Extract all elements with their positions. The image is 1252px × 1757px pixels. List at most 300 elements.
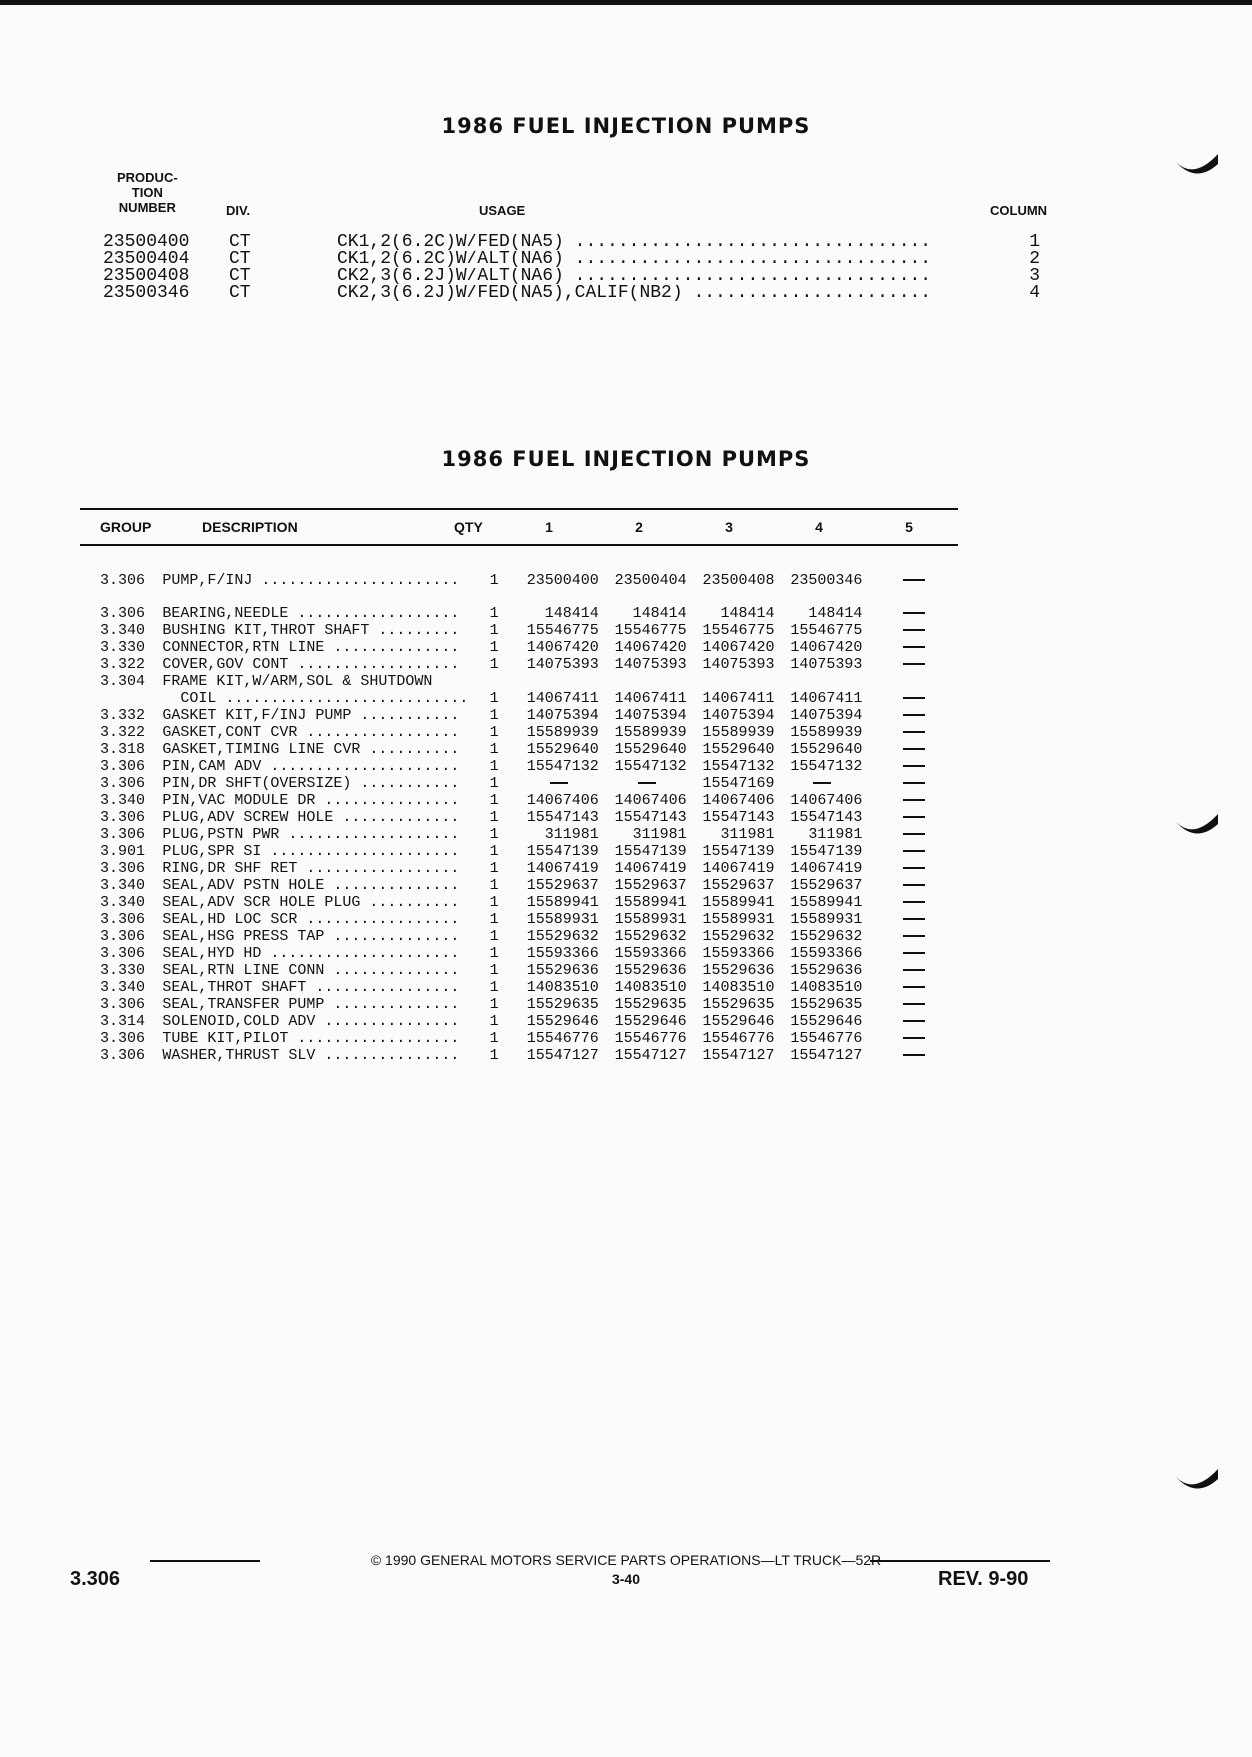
parts-table bbox=[80, 508, 958, 1064]
part-number-cell: 15529636 bbox=[526, 962, 599, 979]
part-number-cell: 15546776 bbox=[702, 1030, 775, 1047]
part-number-cell: 311981 bbox=[808, 826, 863, 843]
part-number-cell bbox=[695, 673, 783, 690]
qty-cell: 1 bbox=[489, 894, 499, 911]
part-number-cell bbox=[782, 775, 870, 792]
not-applicable-dash bbox=[903, 765, 925, 767]
not-applicable-dash bbox=[903, 1037, 925, 1039]
column-5-cell bbox=[870, 996, 958, 1013]
part-number-cell: 14067420 bbox=[614, 639, 687, 656]
column-5-cell bbox=[870, 572, 958, 589]
column-5-cell bbox=[870, 877, 958, 894]
not-applicable-dash bbox=[903, 952, 925, 954]
group-cell: 3.314 bbox=[100, 1013, 146, 1030]
qty-cell: 1 bbox=[489, 792, 499, 809]
part-number-cell: 311981 bbox=[632, 826, 687, 843]
column-5-cell bbox=[870, 962, 958, 979]
not-applicable-dash bbox=[903, 782, 925, 784]
part-number-cell bbox=[519, 775, 607, 792]
part-number-cell: 15529635 bbox=[790, 996, 863, 1013]
part-number-cell: 15589931 bbox=[702, 911, 775, 928]
part-number-cell: 15589931 bbox=[526, 911, 599, 928]
not-applicable-dash bbox=[903, 663, 925, 665]
group-cell: 3.318 bbox=[100, 741, 146, 758]
description-cell: PIN,DR SHFT(OVERSIZE) ........... bbox=[162, 775, 460, 792]
not-applicable-dash bbox=[903, 986, 925, 988]
table-row bbox=[80, 639, 958, 656]
part-number-cell: 311981 bbox=[720, 826, 775, 843]
qty-cell bbox=[490, 673, 519, 690]
table-row bbox=[80, 572, 958, 589]
qty-cell: 1 bbox=[489, 656, 499, 673]
not-applicable-dash bbox=[903, 731, 925, 733]
part-number-cell: 14075394 bbox=[790, 707, 863, 724]
group-cell: 3.306 bbox=[100, 605, 146, 622]
table-row bbox=[80, 656, 958, 673]
part-number-cell: 148414 bbox=[544, 605, 599, 622]
part-number-cell: 14075394 bbox=[526, 707, 599, 724]
part-number-cell: 14067419 bbox=[790, 860, 863, 877]
table-row bbox=[80, 843, 958, 860]
part-number-cell: 15546775 bbox=[702, 622, 775, 639]
qty-cell: 1 bbox=[489, 1030, 499, 1047]
col-header-2: 2 bbox=[635, 519, 643, 535]
part-number-cell: 15547139 bbox=[614, 843, 687, 860]
description-cell: PLUG,ADV SCREW HOLE ............. bbox=[162, 809, 460, 826]
group-cell: 3.306 bbox=[100, 928, 146, 945]
group-cell: 3.306 bbox=[100, 911, 146, 928]
production-number: 23500400 bbox=[103, 232, 190, 252]
description-cell: FRAME KIT,W/ARM,SOL & SHUTDOWN bbox=[162, 673, 433, 690]
column-number: 1 bbox=[1029, 232, 1040, 252]
group-cell: 3.340 bbox=[100, 979, 146, 996]
table-row bbox=[80, 877, 958, 894]
table-row bbox=[80, 690, 958, 707]
table-row bbox=[80, 741, 958, 758]
description-cell: COIL ........................... bbox=[162, 690, 469, 707]
description-cell: GASKET KIT,F/INJ PUMP ........... bbox=[162, 707, 460, 724]
part-number-cell: 15529637 bbox=[614, 877, 687, 894]
not-applicable-dash bbox=[903, 697, 925, 699]
group-cell: 3.306 bbox=[100, 826, 146, 843]
column-5-cell bbox=[870, 928, 958, 945]
table-row bbox=[80, 911, 958, 928]
part-number-cell: 15529646 bbox=[702, 1013, 775, 1030]
description-cell: COVER,GOV CONT .................. bbox=[162, 656, 460, 673]
production-number: 23500346 bbox=[103, 283, 190, 303]
part-number-cell: 15546775 bbox=[526, 622, 599, 639]
part-number-cell: 14067411 bbox=[526, 690, 599, 707]
footer-page-number: 3-40 bbox=[611, 1571, 641, 1587]
qty-cell: 1 bbox=[489, 724, 499, 741]
part-number-cell: 15547132 bbox=[702, 758, 775, 775]
production-number: 23500404 bbox=[103, 249, 190, 269]
not-applicable-dash bbox=[903, 833, 925, 835]
part-number-cell: 23500408 bbox=[702, 572, 775, 589]
qty-cell: 1 bbox=[489, 843, 499, 860]
table-row bbox=[80, 1030, 958, 1047]
description-cell: SEAL,ADV PSTN HOLE .............. bbox=[162, 877, 460, 894]
description-cell: PLUG,SPR SI ..................... bbox=[162, 843, 460, 860]
not-applicable-dash bbox=[813, 782, 831, 784]
column-5-cell bbox=[870, 690, 958, 707]
footer-group-number: 3.306 bbox=[70, 1568, 121, 1590]
description-cell: BUSHING KIT,THROT SHAFT ......... bbox=[162, 622, 460, 639]
table-row bbox=[80, 707, 958, 724]
col-header-qty: QTY bbox=[454, 519, 483, 535]
qty-cell: 1 bbox=[489, 1013, 499, 1030]
column-number: 2 bbox=[1029, 249, 1040, 269]
part-number-cell: 15547127 bbox=[702, 1047, 775, 1064]
qty-cell: 1 bbox=[489, 758, 499, 775]
part-number-cell: 15546775 bbox=[790, 622, 863, 639]
description-cell: PLUG,PSTN PWR ................... bbox=[162, 826, 460, 843]
part-number-cell: 15589931 bbox=[790, 911, 863, 928]
column-5-cell bbox=[870, 605, 958, 622]
section-title-parts: 1986 FUEL INJECTION PUMPS bbox=[441, 447, 811, 471]
qty-cell: 1 bbox=[489, 605, 499, 622]
table-header-row bbox=[80, 510, 958, 544]
table-row bbox=[80, 775, 958, 792]
column-5-cell bbox=[870, 1047, 958, 1064]
part-number-cell: 15547143 bbox=[614, 809, 687, 826]
qty-cell: 1 bbox=[489, 639, 499, 656]
group-cell: 3.306 bbox=[100, 775, 146, 792]
table-row bbox=[80, 605, 958, 622]
division: CT bbox=[229, 283, 251, 303]
qty-cell: 1 bbox=[489, 928, 499, 945]
part-number-cell: 311981 bbox=[544, 826, 599, 843]
part-number-cell: 15547143 bbox=[702, 809, 775, 826]
description-cell: SEAL,THROT SHAFT ................ bbox=[162, 979, 460, 996]
part-number-cell: 14067411 bbox=[790, 690, 863, 707]
not-applicable-dash bbox=[903, 850, 925, 852]
division: CT bbox=[229, 249, 251, 269]
group-cell: 3.306 bbox=[100, 1030, 146, 1047]
table-body bbox=[80, 546, 958, 1064]
part-number-cell: 15529640 bbox=[790, 741, 863, 758]
group-cell: 3.330 bbox=[100, 962, 146, 979]
group-cell: 3.322 bbox=[100, 656, 146, 673]
part-number-cell: 23500404 bbox=[614, 572, 687, 589]
top-border-line bbox=[0, 0, 1252, 5]
column-5-cell bbox=[870, 656, 958, 673]
qty-cell: 1 bbox=[489, 775, 499, 792]
part-number-cell: 14067419 bbox=[526, 860, 599, 877]
part-number-cell: 15529646 bbox=[614, 1013, 687, 1030]
part-number-cell: 15593366 bbox=[614, 945, 687, 962]
table-row bbox=[80, 979, 958, 996]
part-number-cell: 15529635 bbox=[702, 996, 775, 1013]
table-row bbox=[80, 809, 958, 826]
description-cell: SEAL,RTN LINE CONN .............. bbox=[162, 962, 460, 979]
part-number-cell: 15589939 bbox=[614, 724, 687, 741]
part-number-cell: 15547143 bbox=[790, 809, 863, 826]
qty-cell: 1 bbox=[489, 1047, 499, 1064]
part-number-cell: 14067406 bbox=[702, 792, 775, 809]
group-cell: 3.306 bbox=[100, 996, 146, 1013]
part-number-cell: 15547132 bbox=[526, 758, 599, 775]
division: CT bbox=[229, 266, 251, 286]
production-number-list bbox=[103, 234, 1040, 302]
binder-hole-mark-top bbox=[1174, 150, 1220, 180]
part-number-cell: 15529635 bbox=[526, 996, 599, 1013]
part-number-cell: 14067420 bbox=[526, 639, 599, 656]
part-number-cell: 14075393 bbox=[790, 656, 863, 673]
part-number-cell: 15529632 bbox=[526, 928, 599, 945]
part-number-cell: 15589939 bbox=[526, 724, 599, 741]
part-number-cell: 15529632 bbox=[790, 928, 863, 945]
not-applicable-dash bbox=[903, 629, 925, 631]
qty-cell: 1 bbox=[489, 707, 499, 724]
part-number-cell: 15593366 bbox=[790, 945, 863, 962]
table-row bbox=[80, 945, 958, 962]
part-number-cell: 15589939 bbox=[790, 724, 863, 741]
part-number-cell: 14083510 bbox=[702, 979, 775, 996]
column-5-cell bbox=[870, 1030, 958, 1047]
part-number-cell: 15529636 bbox=[614, 962, 687, 979]
column-5-cell bbox=[870, 894, 958, 911]
table-row bbox=[80, 1047, 958, 1064]
column-5-cell bbox=[870, 911, 958, 928]
description-cell: SEAL,HD LOC SCR ................. bbox=[162, 911, 460, 928]
qty-cell: 1 bbox=[489, 945, 499, 962]
part-number-cell: 14067420 bbox=[702, 639, 775, 656]
description-cell: GASKET,TIMING LINE CVR .......... bbox=[162, 741, 460, 758]
part-number-cell: 15589941 bbox=[614, 894, 687, 911]
qty-cell: 1 bbox=[489, 622, 499, 639]
description-cell: PIN,VAC MODULE DR ............... bbox=[162, 792, 460, 809]
group-cell: 3.901 bbox=[100, 843, 146, 860]
not-applicable-dash bbox=[903, 884, 925, 886]
column-5-cell bbox=[870, 741, 958, 758]
description-cell: SEAL,HYD HD ..................... bbox=[162, 945, 460, 962]
part-number-cell: 15589939 bbox=[702, 724, 775, 741]
part-number-cell: 15547139 bbox=[790, 843, 863, 860]
column-5-cell bbox=[870, 826, 958, 843]
header-production-number: PRODUC- TION NUMBER bbox=[117, 170, 178, 215]
qty-cell: 1 bbox=[489, 860, 499, 877]
group-cell: 3.330 bbox=[100, 639, 146, 656]
part-number-cell: 15589941 bbox=[702, 894, 775, 911]
description-cell: BEARING,NEEDLE .................. bbox=[162, 605, 460, 622]
header-usage: USAGE bbox=[479, 203, 526, 218]
binder-hole-mark-bottom bbox=[1174, 1465, 1220, 1495]
not-applicable-dash bbox=[903, 714, 925, 716]
part-number-cell: 15546776 bbox=[614, 1030, 687, 1047]
part-number-cell: 14067420 bbox=[790, 639, 863, 656]
description-cell: PUMP,F/INJ ...................... bbox=[162, 572, 460, 589]
division: CT bbox=[229, 232, 251, 252]
column-5-cell bbox=[870, 639, 958, 656]
part-number-cell bbox=[519, 673, 607, 690]
table-row bbox=[80, 996, 958, 1013]
table-row bbox=[80, 928, 958, 945]
part-number-cell: 15529637 bbox=[526, 877, 599, 894]
not-applicable-dash bbox=[903, 612, 925, 614]
part-number-cell bbox=[782, 673, 870, 690]
qty-cell: 1 bbox=[489, 690, 499, 707]
part-number-cell: 15529640 bbox=[614, 741, 687, 758]
table-row bbox=[80, 673, 958, 690]
part-number-cell: 14067411 bbox=[614, 690, 687, 707]
part-number-cell: 14075393 bbox=[526, 656, 599, 673]
group-cell: 3.306 bbox=[100, 758, 146, 775]
group-cell: 3.332 bbox=[100, 707, 146, 724]
column-5-cell bbox=[870, 758, 958, 775]
part-number-cell: 148414 bbox=[808, 605, 863, 622]
part-number-cell: 15546776 bbox=[526, 1030, 599, 1047]
not-applicable-dash bbox=[903, 1054, 925, 1056]
column-5-cell bbox=[870, 945, 958, 962]
footer-revision: REV. 9-90 bbox=[938, 1568, 1029, 1590]
col-header-5: 5 bbox=[905, 519, 913, 535]
description-cell: CONNECTOR,RTN LINE .............. bbox=[162, 639, 460, 656]
not-applicable-dash bbox=[903, 748, 925, 750]
qty-cell: 1 bbox=[489, 996, 499, 1013]
description-cell: GASKET,CONT CVR ................. bbox=[162, 724, 460, 741]
production-row bbox=[103, 285, 1040, 302]
not-applicable-dash bbox=[550, 782, 568, 784]
usage: CK2,3(6.2J)W/ALT(NA6) ................................. bbox=[337, 268, 932, 285]
not-applicable-dash bbox=[903, 816, 925, 818]
not-applicable-dash bbox=[903, 1003, 925, 1005]
description-cell: SEAL,TRANSFER PUMP .............. bbox=[162, 996, 460, 1013]
part-number-cell: 15529635 bbox=[614, 996, 687, 1013]
not-applicable-dash bbox=[903, 799, 925, 801]
not-applicable-dash bbox=[903, 918, 925, 920]
part-number-cell: 23500346 bbox=[790, 572, 863, 589]
column-5-cell bbox=[870, 792, 958, 809]
part-number-cell: 14083510 bbox=[614, 979, 687, 996]
part-number-cell: 14067419 bbox=[702, 860, 775, 877]
group-cell: 3.340 bbox=[100, 622, 146, 639]
not-applicable-dash bbox=[903, 969, 925, 971]
qty-cell: 1 bbox=[489, 826, 499, 843]
qty-cell: 1 bbox=[489, 962, 499, 979]
part-number-cell: 15593366 bbox=[526, 945, 599, 962]
column-5-cell bbox=[870, 707, 958, 724]
part-number-cell bbox=[607, 673, 695, 690]
column-5-cell bbox=[870, 860, 958, 877]
header-div: DIV. bbox=[226, 203, 251, 218]
part-number-cell: 14067411 bbox=[702, 690, 775, 707]
part-number-cell: 15529636 bbox=[790, 962, 863, 979]
part-number-cell: 14075394 bbox=[614, 707, 687, 724]
not-applicable-dash bbox=[903, 867, 925, 869]
col-header-1: 1 bbox=[545, 519, 553, 535]
part-number-cell: 15589931 bbox=[614, 911, 687, 928]
qty-cell: 1 bbox=[489, 572, 499, 589]
column-number: 4 bbox=[1029, 283, 1040, 303]
part-number-cell: 14075393 bbox=[702, 656, 775, 673]
group-cell: 3.306 bbox=[100, 945, 146, 962]
part-number-cell: 15547169 bbox=[702, 775, 775, 792]
part-number-cell: 148414 bbox=[720, 605, 775, 622]
not-applicable-dash bbox=[638, 782, 656, 784]
column-5-cell bbox=[870, 979, 958, 996]
production-number: 23500408 bbox=[103, 266, 190, 286]
col-header-group: GROUP bbox=[100, 519, 152, 535]
table-row bbox=[80, 962, 958, 979]
section-title-production: 1986 FUEL INJECTION PUMPS bbox=[441, 114, 811, 138]
header-column: COLUMN bbox=[990, 203, 1048, 218]
table-row bbox=[80, 724, 958, 741]
part-number-cell: 15529646 bbox=[790, 1013, 863, 1030]
part-number-cell: 15529640 bbox=[702, 741, 775, 758]
col-header-description: DESCRIPTION bbox=[202, 519, 298, 535]
part-number-cell: 15547127 bbox=[614, 1047, 687, 1064]
usage: CK1,2(6.2C)W/FED(NA5) ................................. bbox=[337, 234, 932, 251]
part-number-cell: 15529632 bbox=[702, 928, 775, 945]
table-row bbox=[80, 622, 958, 639]
part-number-cell: 15529640 bbox=[526, 741, 599, 758]
part-number-cell: 15529637 bbox=[790, 877, 863, 894]
qty-cell: 1 bbox=[489, 877, 499, 894]
group-cell: 3.304 bbox=[100, 673, 146, 690]
part-number-cell: 15589941 bbox=[526, 894, 599, 911]
column-5-cell bbox=[870, 622, 958, 639]
part-number-cell: 14067419 bbox=[614, 860, 687, 877]
part-number-cell: 15547132 bbox=[614, 758, 687, 775]
qty-cell: 1 bbox=[489, 911, 499, 928]
table-row bbox=[80, 894, 958, 911]
part-number-cell: 15593366 bbox=[702, 945, 775, 962]
column-5-cell bbox=[870, 673, 958, 690]
group-cell: 3.340 bbox=[100, 877, 146, 894]
column-5-cell bbox=[870, 843, 958, 860]
table-row bbox=[80, 826, 958, 843]
group-cell bbox=[80, 690, 162, 707]
group-cell: 3.306 bbox=[100, 860, 146, 877]
part-number-cell: 15529637 bbox=[702, 877, 775, 894]
part-number-cell: 14067406 bbox=[526, 792, 599, 809]
usage: CK2,3(6.2J)W/FED(NA5),CALIF(NB2) ...................... bbox=[337, 285, 932, 302]
part-number-cell: 15547143 bbox=[526, 809, 599, 826]
column-5-cell bbox=[870, 724, 958, 741]
part-number-cell bbox=[607, 775, 695, 792]
part-number-cell: 148414 bbox=[632, 605, 687, 622]
group-cell: 3.340 bbox=[100, 792, 146, 809]
group-cell: 3.306 bbox=[100, 809, 146, 826]
part-number-cell: 14067406 bbox=[790, 792, 863, 809]
not-applicable-dash bbox=[903, 1020, 925, 1022]
description-cell: SOLENOID,COLD ADV ............... bbox=[162, 1013, 460, 1030]
table-row bbox=[80, 758, 958, 775]
qty-cell: 1 bbox=[489, 979, 499, 996]
part-number-cell: 15547127 bbox=[526, 1047, 599, 1064]
part-number-cell: 15529636 bbox=[702, 962, 775, 979]
not-applicable-dash bbox=[903, 579, 925, 581]
description-cell: TUBE KIT,PILOT .................. bbox=[162, 1030, 460, 1047]
column-number: 3 bbox=[1029, 266, 1040, 286]
not-applicable-dash bbox=[903, 901, 925, 903]
description-cell: WASHER,THRUST SLV ............... bbox=[162, 1047, 460, 1064]
qty-cell: 1 bbox=[489, 741, 499, 758]
part-number-cell: 14075393 bbox=[614, 656, 687, 673]
binder-hole-mark-middle bbox=[1174, 810, 1220, 840]
part-number-cell: 15546775 bbox=[614, 622, 687, 639]
table-row bbox=[80, 1013, 958, 1030]
group-cell: 3.322 bbox=[100, 724, 146, 741]
part-number-cell: 15589941 bbox=[790, 894, 863, 911]
table-row bbox=[80, 792, 958, 809]
group-cell: 3.306 bbox=[100, 1047, 146, 1064]
column-5-cell bbox=[870, 775, 958, 792]
description-cell: RING,DR SHF RET ................. bbox=[162, 860, 460, 877]
part-number-cell: 15529646 bbox=[526, 1013, 599, 1030]
part-number-cell: 15547132 bbox=[790, 758, 863, 775]
